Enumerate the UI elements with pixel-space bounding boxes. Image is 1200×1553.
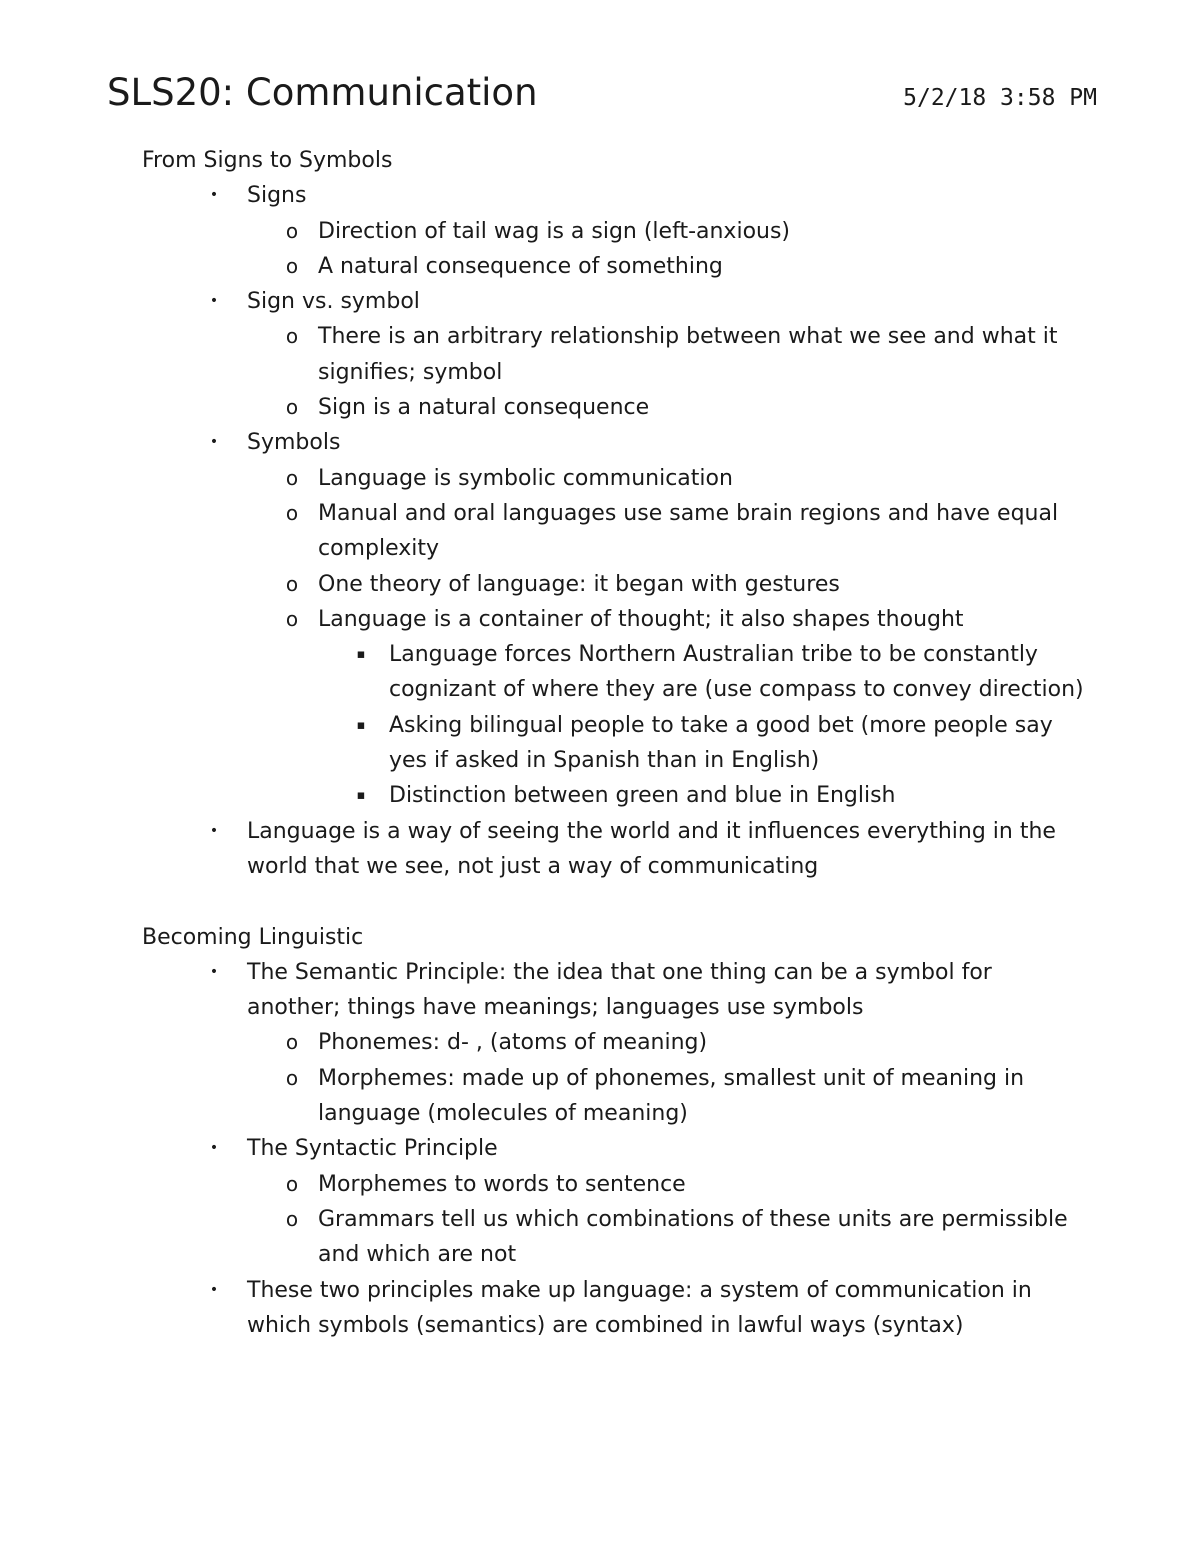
sub-list-item: [247, 1202, 1092, 1273]
square-marker: ▪: [356, 717, 366, 733]
sub-list: [142, 1167, 1092, 1273]
sub-list: [142, 461, 1092, 814]
sub-list-item-text: There is an arbitrary relationship between what we see and what it signifies; symbol: [318, 324, 1058, 385]
sub-list: [142, 214, 1092, 285]
circle-marker: o: [285, 465, 299, 490]
sub-list-item: [247, 1061, 1092, 1132]
sub-list-item: [247, 496, 1092, 567]
sub-list-item-text: Language is a container of thought; it also shapes thought: [318, 606, 964, 632]
list-item-text: The Syntactic Principle: [247, 1136, 498, 1162]
sub-sub-list-item-text: Distinction between green and blue in English: [389, 783, 896, 809]
circle-marker: o: [285, 606, 299, 631]
page-title: SLS20: Communication: [107, 71, 538, 114]
sub-sub-list-item-text: Language forces Northern Australian tribe to be constantly cognizant of where they are (use compass to convey direction): [389, 642, 1084, 703]
bullet-marker: •: [209, 434, 219, 451]
bullet-list: [142, 955, 1092, 1343]
sub-list-item-text: Language is symbolic communication: [318, 465, 733, 491]
bullet-list: [142, 178, 1092, 884]
list-item: [142, 955, 1092, 1131]
sub-list-item-text: Morphemes to words to sentence: [318, 1171, 686, 1197]
bullet-marker: •: [209, 187, 219, 204]
sub-list-item: [247, 390, 1092, 425]
sub-list-item: [247, 214, 1092, 249]
circle-marker: o: [285, 395, 299, 420]
list-item: [142, 814, 1092, 885]
circle-marker: o: [285, 1171, 299, 1196]
section-becoming-linguistic: [142, 920, 1092, 1344]
section-from-signs-to-symbols: [142, 143, 1092, 884]
timestamp: 5/2/18 3:58 PM: [903, 85, 1097, 111]
circle-marker: o: [285, 218, 299, 243]
circle-marker: o: [285, 1065, 299, 1090]
sub-sub-list-item-text: Asking bilingual people to take a good bet (more people say yes if asked in Spanish than in English): [389, 712, 1053, 774]
sub-list-item: [247, 602, 1092, 814]
notes-body: [142, 143, 1092, 1343]
sub-list: [142, 319, 1092, 425]
sub-list-item-text: Grammars tell us which combinations of these units are permissible and which are not: [318, 1206, 1068, 1268]
bullet-marker: •: [209, 822, 219, 839]
sub-list-item-text: Phonemes: d- , (atoms of meaning): [318, 1030, 708, 1056]
page-header: [107, 70, 1097, 120]
list-item: [142, 284, 1092, 425]
circle-marker: o: [285, 324, 299, 349]
sub-list: [142, 1025, 1092, 1131]
list-item-text: These two principles make up language: a system of communication in which symbols (semantics) are combined in lawful ways (syntax): [247, 1277, 1032, 1338]
list-item: [142, 425, 1092, 813]
bullet-marker: •: [209, 293, 219, 310]
sub-list-item-text: Sign is a natural consequence: [318, 395, 650, 421]
square-marker: ▪: [356, 788, 366, 804]
list-item-text: Symbols: [247, 430, 341, 456]
list-item-text: The Semantic Principle: the idea that one thing can be a symbol for another; things have meanings; languages use symbols: [247, 959, 992, 1021]
sub-list-item: [247, 461, 1092, 496]
sub-list-item-text: Direction of tail wag is a sign (left-anxious): [318, 218, 791, 244]
sub-list-item: [247, 1025, 1092, 1060]
sub-list-item-text: A natural consequence of something: [318, 253, 723, 279]
section-title: From Signs to Symbols: [142, 148, 393, 173]
sub-list-item-text: One theory of language: it began with gestures: [318, 571, 840, 597]
section-title: Becoming Linguistic: [142, 924, 364, 950]
sub-sub-list: [247, 637, 1092, 813]
sub-list-item-text: Manual and oral languages use same brain regions and have equal complexity: [318, 500, 1059, 562]
bullet-marker: •: [209, 963, 219, 980]
circle-marker: o: [285, 571, 299, 596]
circle-marker: o: [285, 500, 299, 525]
list-item: [142, 1273, 1092, 1344]
sub-sub-list-item: [318, 778, 1092, 813]
sub-list-item: [247, 1167, 1092, 1202]
square-marker: ▪: [356, 647, 366, 663]
sub-list-item-text: Morphemes: made up of phonemes, smallest unit of meaning in language (molecules of meaning): [318, 1065, 1025, 1127]
list-item: [142, 178, 1092, 284]
list-item-text: Sign vs. symbol: [247, 289, 420, 315]
sub-sub-list-item: [318, 637, 1092, 708]
circle-marker: o: [285, 253, 299, 278]
bullet-marker: •: [209, 1281, 219, 1298]
list-item-text: Signs: [247, 183, 307, 209]
sub-list-item: [247, 249, 1092, 284]
circle-marker: o: [285, 1030, 299, 1055]
sub-list-item: [247, 567, 1092, 602]
list-item: [142, 1131, 1092, 1272]
list-item-text: Language is a way of seeing the world and it influences everything in the world that we see, not just a way of communicating: [247, 818, 1056, 879]
sub-sub-list-item: [318, 708, 1092, 779]
circle-marker: o: [285, 1206, 299, 1231]
sub-list-item: [247, 319, 1092, 390]
bullet-marker: •: [209, 1140, 219, 1157]
